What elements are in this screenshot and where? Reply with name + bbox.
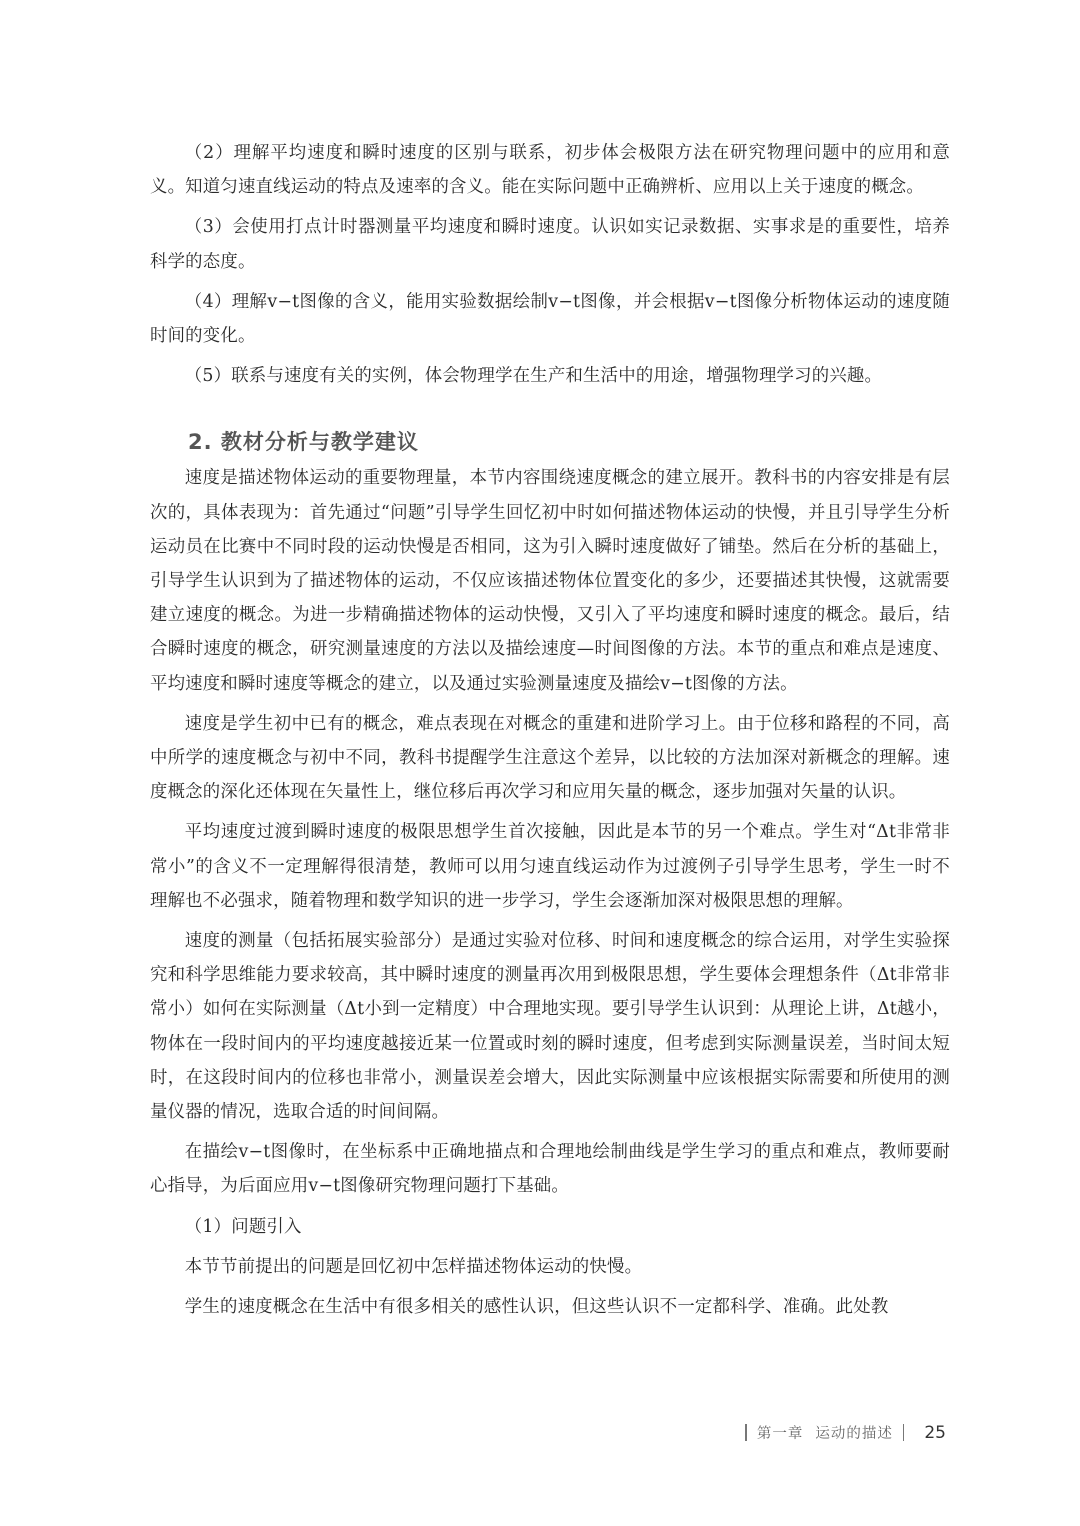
page-content <box>150 136 950 1330</box>
body-paragraph-3: 平均速度过渡到瞬时速度的极限思想学生首次接触，因此是本节的另一个难点。学生对“Δt非常非常小”的含义不一定理解得很清楚，教师可以用匀速直线运动作为过渡例子引导学生思考，学生一时不理解也不必强求，随着物理和数学知识的进一步学习，学生会逐渐加深对极限思想的理解。 <box>150 822 950 911</box>
section-heading: 2. 教材分析与教学建议 <box>188 430 419 455</box>
footer-divider-left <box>745 1424 747 1441</box>
footer-chapter-number: 第一章 <box>756 1426 804 1442</box>
body-paragraph-7: 学生的速度概念在生活中有很多相关的感性认识，但这些认识不一定都科学、准确。此处教 <box>184 1297 889 1318</box>
objective-4: （4）理解v−t图像的含义，能用实验数据绘制v−t图像，并会根据v−t图像分析物体运动的速度随时间的变化。 <box>150 291 950 347</box>
page-footer <box>735 1422 946 1443</box>
objective-5: （5）联系与速度有关的实例，体会物理学在生产和生活中的用途，增强物理学习的兴趣。 <box>184 366 883 387</box>
body-paragraph-4: 速度的测量（包括拓展实验部分）是通过实验对位移、时间和速度概念的综合运用，对学生实验探究和科学思维能力要求较高，其中瞬时速度的测量再次用到极限思想，学生要体会理想条件（Δt非常非常小）如何在实际测量（Δt小到一定精度）中合理地实现。要引导学生认识到：从理论上讲，Δt越小，物体在一段时间内的平均速度越接近某一位置或时刻的瞬时速度，但考虑到实际测量误差，当时间太短时，在这段时间内的位移也非常小，测量误差会增大，因此实际测量中应该根据实际需要和所使用的测量仪器的情况，选取合适的时间间隔。 <box>150 931 950 1123</box>
body-paragraph-2: 速度是学生初中已有的概念，难点表现在对概念的重建和进阶学习上。由于位移和路程的不同，高中所学的速度概念与初中不同，教科书提醒学生注意这个差异，以比较的方法加深对新概念的理解。速度概念的深化还体现在矢量性上，继位移后再次学习和应用矢量的概念，逐步加强对矢量的认识。 <box>150 713 950 803</box>
body-paragraph-1: 速度是描述物体运动的重要物理量，本节内容围绕速度概念的建立展开。教科书的内容安排是有层次的，具体表现为：首先通过“问题”引导学生回忆初中时如何描述物体运动的快慢，并且引导学生分析运动员在比赛中不同时段的运动快慢是否相同，这为引入瞬时速度做好了铺垫。然后在分析的基础上，引导学生认识到为了描述物体的运动，不仅应该描述物体位置变化的多少，还要描述其快慢，这就需要建立速度的概念。为进一步精确描述物体的运动快慢，又引入了平均速度和瞬时速度的概念。最后，结合瞬时速度的概念，研究测量速度的方法以及描绘速度—时间图像的方法。本节的重点和难点是速度、平均速度和瞬时速度等概念的建立，以及通过实验测量速度及描绘v−t图像的方法。 <box>150 468 950 694</box>
objective-3: （3）会使用打点计时器测量平均速度和瞬时速度。认识如实记录数据、实事求是的重要性，培养科学的态度。 <box>150 217 950 272</box>
footer-chapter <box>757 1422 893 1443</box>
body-paragraph-6: 本节节前提出的问题是回忆初中怎样描述物体运动的快慢。 <box>184 1256 643 1277</box>
footer-chapter-title: 运动的描述 <box>815 1426 893 1442</box>
objective-2: （2）理解平均速度和瞬时速度的区别与联系，初步体会极限方法在研究物理问题中的应用和意义。知道匀速直线运动的特点及速率的含义。能在实际问题中正确辨析、应用以上关于速度的概念。 <box>150 143 950 198</box>
subheading-problem-intro: （1）问题引入 <box>184 1216 302 1237</box>
footer-divider-right <box>903 1424 905 1441</box>
page-number: 25 <box>924 1422 946 1443</box>
body-paragraph-5: 在描绘v−t图像时，在坐标系中正确地描点和合理地绘制曲线是学生学习的重点和难点，教师要耐心指导，为后面应用v−t图像研究物理问题打下基础。 <box>150 1142 950 1197</box>
